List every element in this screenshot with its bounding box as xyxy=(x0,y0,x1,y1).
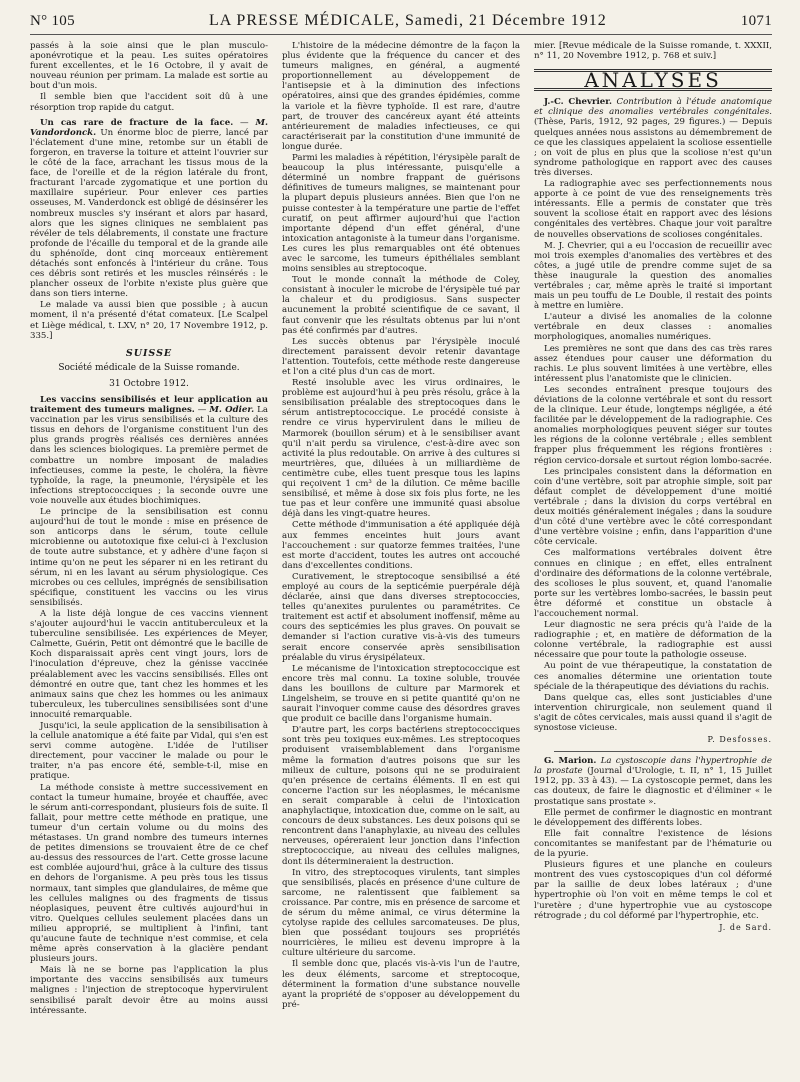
analysis-2-intro xyxy=(534,756,772,806)
column-2 xyxy=(282,41,520,1017)
paragraph: Resté insoluble avec les virus ordinaires, le problème est aujourd'hui à peu près résolu, grâce à la sensibilisation préalable des streptocoques dans le sérum antistreptococcique. Le procédé consiste à rendre ce virus hypervirulent dans le milieu de Marmorek (bouillon sérum) et à le sensibiliser avant qu'il n'ait perdu sa virulence, c'est-à-dire avec son activité la plus redoutable. On arrive à des cultures si meurtrières, que, diluées à un milliardième de centimètre cube, elles tuent presque tous les lapins qui reçoivent 1 cm³ de la dilution. Ce même bacille sensibilisé, et même à dose six fois plus forte, ne les tue pas et leur confère une immunité quasi absolue déjà dans les vingt-quatre heures. xyxy=(282,378,520,520)
paragraph: Les principales consistent dans la déformation en coin d'une vertèbre, soit par atrophie simple, soit par défaut complet de développement d'une moitié vertébrale ; dans la division du corps vertébral en deux moitiés généralement inégales ; dans la soudure d'un côté d'une vertèbre avec le côté correspondant d'une vertèbre voisine ; enfin, dans l'apparition d'une côte cervicale. xyxy=(534,466,772,548)
society-name: Société médicale de la Suisse romande. xyxy=(58,362,240,373)
page-header xyxy=(30,12,772,35)
paragraph: La méthode consiste à mettre successivement en contact la tumeur humaine, broyée et chauffée, avec le sérum anti-correspondant, plusieurs fois de suite. Il fallait, pour mettre cette méthode en pratique, une tumeur d'un certain volume ou du moins des métastases. Un grand nombre des tumeurs internes de petites dimensions se trouvaient être de ce chef au-dessus des ressources de l'art. Cette grosse lacune est comblée aujourd'hui, grâce à la culture des tissus en dehors de l'organisme. A peu près tous les tissus normaux, tant simples que glandulaires, de même que les cellules malignes ou des fragments de tissus néoplasiques, peuvent être cultivés aujourd'hui in vitro. Quelques cellules seulement placées dans un milieu approprié, se multiplient à l'infini, tant qu'aucune faute de technique n'est commise, et cela même après conservation à la glacière pendant plusieurs jours. xyxy=(30,782,268,965)
analysis-1-title: Contribution à l'étude anatomique et clinique des anomalies vertébrales congénitales. xyxy=(534,97,773,118)
paragraph: Dans quelque cas, elles sont justiciables d'une intervention chirurgicale, non seulement quand il s'agit de côtes cervicales, mais aussi quand il s'agit de synostose vicieuse. xyxy=(534,692,772,733)
paragraph: Mais là ne se borne pas l'application la plus importante des vaccins sensibilisés aux tumeurs malignes : l'injection de streptocoque hypervirulent sensibilisé paraît devoir être au moins aussi intéressante. xyxy=(30,965,268,1016)
case-paragraph: Un cas rare de fracture de la face. — M. Vandordonck. Un énorme bloc de pierre, lancé par l'éclatement d'une mine, retombe sur un établi de forgeron, en traverse la toiture et atteint l'ouvrier sur le côté de la face, arrachant les tissus mous de la face, de l'oreille et de la région latérale du front, fracturant l'arcade zygomatique et une portion du maxillaire supérieur. Pour enlever ces parties osseuses, M. Vanderdonck est obligé de désinsérer les nombreux muscles s'y insérant et alors par hasard, alors que les signes cliniques ne semblaient pas révéler de tels délabrements, il constate une fracture profonde de l'écaille du temporal et de la grande aile du sphénoïde, dont cinq morceaux entièrement détachés sont enfoncés à l'intérieur du crâne. Tous ces débris sont retirés et les muscles réinsérés : le plancher osseux de l'orbite n'existe plus guère que dans son tiers interne. xyxy=(30,117,268,300)
paragraph: Curativement, le streptocoque sensibilisé a été employé au cours de la septicémie puerpérale déjà déclarée, ainsi que dans diverses streptococcies, telles qu'anexites purulentes ou paramétrites. Ce traitement est actif et absolument inoffensif, même au cours des septicémies les plus graves. On pouvait se demander si l'action curative vis-à-vis des tumeurs serait encore conservée après sensibilisation préalable du virus érysipélateux. xyxy=(282,571,520,663)
analysis-1-ref: (Thèse, Paris, 1912, 92 pages, 29 figures.) — Depuis quelques années nous assistons au démembrement de ce que les classiques appelaient la scoliose essentielle ; on voit de plus en plus que la scoliose n'est qu'un syndrome pathologique en rapport avec des causes très diverses. xyxy=(534,117,772,178)
paragraph: Tout le monde connaît la méthode de Coley, consistant à inoculer le microbe de l'érysipèle tué par la chaleur et du prodigiosus. Sans suspecter aucunement la probité scientifique de ce savant, il faut convenir que les résultats obtenus par lui n'ont pas été confirmés par d'autres. xyxy=(282,275,520,336)
paragraph: Elle fait connaître l'existence de lésions concomitantes se manifestant par de l'hématurie ou de la pyurie. xyxy=(534,828,772,860)
paragraph: Plusieurs figures et une planche en couleurs montrent des vues cystoscopiques d'un col déformé par la saillie de deux lobes latéraux ; d'une hypertrophie où l'on voit en même temps le col et l'uretère ; d'une hypertrophie vue au cystoscope rétrograde ; du col déformé par l'hypertrophie, etc. xyxy=(534,860,772,921)
page-number: 1071 xyxy=(740,13,772,29)
section-country: SUISSE xyxy=(125,347,173,359)
paragraph: Elle permet de confirmer le diagnostic en montrant le développement des différents lobes. xyxy=(534,807,772,828)
vacc-author: M. Odier. xyxy=(209,405,255,416)
paragraph: Ces malformations vertébrales doivent être connues en clinique ; en effet, elles entraînent d'ordinaire des déformations de la colonne vertébrale, des scolioses le plus souvent, et, quand l'anomalie porte sur les vertèbres lombo-sacrées, le bassin peut être déformé et constitue un obstacle à l'accouchement normal. xyxy=(534,548,772,619)
vacc-text: La vaccination par les virus sensibilisés et la culture des tissus en dehors de l'organisme constituent l'un des plus grands progrès réalisés ces dernières années dans les sciences biologiques. La première permet de combattre un nombre imposant de maladies infectieuses, comme la peste, le choléra, la fièvre typhoïde, la rage, la pneumonie, l'érysipèle et les infections streptococciques ; la seconde ouvre une voie nouvelle aux études biochimiques. xyxy=(30,405,268,506)
journal-title: LA PRESSE MÉDICALE, Samedi, 21 Décembre 1912 xyxy=(208,12,607,29)
paragraph: Le principe de la sensibilisation est connu aujourd'hui de tout le monde : mise en présence de son anticorps dans le sérum, toute cellule microbienne ou autotoxique fixe celui-ci à l'exclusion de toute autre substance, et y adhère d'une façon si intime qu'on ne peut les séparer ni en les retirant du sérum, ni en les lavant au sérum physiologique. Ces microbes ou ces cellules, imprégnés de sensibilisation spécifique, constituent les vaccins ou les virus sensibilisés. xyxy=(30,507,268,608)
paragraph: Les secondes entraînent presque toujours des déviations de la colonne vertébrale et sont du ressort de la clinique. Leur étude, longtemps négligée, a été facilitée par le développement de la radiographie. Ces anomalies morphologiques peuvent siéger sur toutes les régions de la colonne vertébrale ; elles semblent frapper plus fréquemment les régions frontières : région cervico-dorsale et surtout région lombo-sacrée. xyxy=(534,384,772,466)
paragraph: In vitro, des streptocoques virulents, tant simples que sensibilisés, placés en présence d'une culture de sarcome, ne ralentissent que faiblement sa croissance. Par contre, mis en présence de sarcome et de sérum du même animal, ce virus détermine la cytolyse rapide des cellules sarcomateuses. De plus, bien que possédant toujours ses propriétés nourricières, le milieu est devenu impropre à la culture ultérieure du sarcome. xyxy=(282,867,520,959)
case-title: Un cas rare de fracture de la face. xyxy=(40,117,234,128)
paragraph: Jusqu'ici, la seule application de la sensibilisation à la cellule anatomique a été faite par Vidal, qui s'en est servi comme autogène. L'idée de l'utiliser directement, pour vacciner le malade ou pour le traiter, n'a pas encore été, semble-t-il, mise en pratique. xyxy=(30,721,268,782)
analysis-1-signature: P. Desfosses. xyxy=(707,735,772,745)
paragraph: D'autre part, les corps bactériens streptococciques sont très peu toxiques eux-mêmes. Les streptocoques produisent vraisemblablement dans l'organisme même la formation d'autres poisons que sur les milieux de culture, poisons qui ne se produiraient qu'en présence de certains éléments. Il en est qui concerne l'action sur les néoplasmes, le mécanisme en serait comparable à celui de l'intoxication anaphylactique, intoxication due, comme on le sait, au concours de deux substances. Les deux poisons qui se rencontrent dans l'anaphylaxie, au niveau des cellules nerveuses, opéreraient leur jonction dans l'infection streptococcique, au niveau des cellules malignes, dont ils détermineraient la destruction. xyxy=(282,725,520,867)
paragraph: Le malade va aussi bien que possible ; à aucun moment, il n'a présenté d'état comateux. [Le Scalpel et Liège médical, t. LXV, n° 20, 17 Novembre 1912, p. 335.] xyxy=(30,300,268,341)
paragraph: Le mécanisme de l'intoxication streptococcique est encore très mal connu. La toxine soluble, trouvée dans les bouillons de culture par Marmorek et Lingelsheim, se trouve en si petite quantité qu'on ne saurait l'invoquer comme cause des désordres graves que produit ce bacille dans l'organisme humain. xyxy=(282,663,520,725)
issue-number: N° 105 xyxy=(30,13,75,29)
analysis-2-ref: (Journal d'Urologie, t. II, n° 1, 15 Juillet 1912, pp. 33 à 43). — La cystoscopie permet, dans les cas douteux, de faire le diagnostic et d'éliminer « le prostatique sans prostate ». xyxy=(534,766,772,807)
paragraph: Les premières ne sont que dans des cas très rares assez étendues pour causer une déformation du rachis. Le plus souvent limitées à une vertèbre, elles intéressent plus l'anatomiste que le clinicien. xyxy=(534,343,772,384)
analysis-1-author: J.-C. Chevrier. xyxy=(544,97,612,108)
paragraph: Il semble donc que, placés vis-à-vis l'un de l'autre, les deux éléments, sarcome et streptocoque, déterminent la formation d'une substance nouvelle ayant la propriété de s'opposer au développement du pré- xyxy=(282,959,520,1010)
vacc-paragraph: Les vaccins sensibilisés et leur application au traitement des tumeurs malignes. — M. Odier. La vaccination par les virus sensibilisés et la culture des tissus en dehors de l'organisme constituent l'un des plus grands progrès réalisés ces dernières années dans les sciences biologiques. La première permet de combattre un nombre imposant de maladies infectieuses, comme la peste, le choléra, la fièvre typhoïde, la rage, la pneumonie, l'érysipèle et les infections streptococciques ; la seconde ouvre une voie nouvelle aux études biochimiques. xyxy=(30,395,268,506)
case-text: Un énorme bloc de pierre, lancé par l'éclatement d'une mine, retombe sur un établi de forgeron, en traverse la toiture et atteint l'ouvrier sur le côté de la face, arrachant les tissus mous de la face, de l'oreille et de la région latérale du front, fracturant l'arcade zygomatique et une portion du maxillaire supérieur. Pour enlever ces parties osseuses, M. Vanderdonck est obligé de désinsérer les nombreux muscles s'y insérant et alors par hasard, alors que les signes cliniques ne semblaient pas révéler de tels délabrements, il constate une fracture profonde de l'écaille du temporal et de la grande aile du sphénoïde, dont cinq morceaux entièrement détachés sont enfoncés à l'intérieur du crâne. Tous ces débris sont retirés et les muscles réinsérés : le plancher osseux de l'orbite n'existe plus guère que dans son tiers interne. xyxy=(30,127,268,300)
paragraph: mier. [Revue médicale de la Suisse romande, t. XXXII, n° 11, 20 Novembre 1912, p. 768 et suiv.] xyxy=(534,41,772,62)
columns xyxy=(30,41,772,1017)
analysis-2-author: G. Marion. xyxy=(544,756,597,767)
paragraph: L'auteur a divisé les anomalies de la colonne vertébrale en deux classes : anomalies morphologiques, anomalies numériques. xyxy=(534,312,772,343)
paragraph: Les succès obtenus par l'érysipèle inoculé directement paraissent devoir retenir davantage l'attention. Toutefois, cette méthode reste dangereuse et l'on a cité plus d'un cas de mort. xyxy=(282,336,520,377)
paragraph: M. J. Chevrier, qui a eu l'occasion de recueillir avec moi trois exemples d'anomalies des vertèbres et des côtes, a jugé utile de prendre comme sujet de sa thèse inaugurale la question des anomalies vertébrales ; car, même après le traité si important mais un peu touffu de Le Double, il restait des points à mettre en lumière. xyxy=(534,240,772,312)
meeting-date: 31 Octobre 1912. xyxy=(109,378,189,389)
case-author: M. Vandordonck. xyxy=(30,117,268,138)
column-1 xyxy=(30,41,268,1017)
paragraph: Leur diagnostic ne sera précis qu'à l'aide de la radiographie ; et, en matière de déformation de la colonne vertébrale, la radiographie est aussi nécessaire que pour toute la pathologie osseuse. xyxy=(534,620,772,661)
analyses-heading: ANALYSES xyxy=(534,69,772,91)
paragraph: Cette méthode d'immunisation a été appliquée déjà aux femmes enceintes huit jours avant l'accouchement : sur quatorze femmes traitées, l'une est morte d'accident, toutes les autres ont accouché dans d'excellentes conditions. xyxy=(282,520,520,571)
analysis-2-title: La cystoscopie dans l'hypertrophie de la prostate xyxy=(534,756,772,777)
analysis-2-signature: J. de Sard. xyxy=(719,922,772,932)
paragraph: L'histoire de la médecine démontre de la façon la plus évidente que la fréquence du cancer et des tumeurs malignes, en général, a augmenté proportionnellement au développement de l'antisepsie et à la diminution des infections opératoires, ainsi que des grandes épidémies, comme la variole et la fièvre typhoïde. Il est rare, d'autre part, de trouver des cancéreux ayant été atteints antérieurement de maladies infectieuses, ce qui caractériserait par la constitution d'une immunité de longue durée. xyxy=(282,41,520,152)
vacc-title: Les vaccins sensibilisés et leur application au traitement des tumeurs malignes. xyxy=(30,395,268,416)
paragraph: Parmi les maladies à répétition, l'érysipèle paraît de beaucoup la plus intéressante, puisqu'elle a déterminé un nombre frappant de guérisons définitives de tumeurs malignes, se maintenant pour la plupart depuis plusieurs années. Bien que l'on ne puisse contester à la température une partie de l'effet curatif, on peut affirmer aujourd'hui que l'action importante dépend d'un effet général, d'une intoxication antagoniste à la tumeur dans l'organisme. Les cures les plus remarquables ont été obtenues avec le sarcome, les tumeurs épithéliales semblant moins sensibles au streptocoque. xyxy=(282,153,520,275)
paragraph: A la liste déjà longue de ces vaccins viennent s'ajouter aujourd'hui le vaccin antituberculeux et la tuberculine sensibilisée. Les expériences de Meyer, Calmette, Guérin, Petit ont démontré que le bacille de Koch disparaissait après cent vingt jours, lors de l'inoculation d'épreuve, chez la génisse vaccinée préalablement avec les vaccins sensibilisés. Elles ont démontré en outre que, tant chez les hommes et les animaux sains que chez les hommes ou les animaux tuberculeux, les tuberculines sensibilisées sont d'une innocuité remarquable. xyxy=(30,608,268,720)
column-3 xyxy=(534,41,772,1017)
paragraph: passés à la soie ainsi que le plan musculo-aponévrotique et la peau. Les suites opératoires furent excellentes, et le 16 Octobre, il y avait de nouveau réunion per primam. La malade est sortie au bout d'un mois. xyxy=(30,41,268,92)
paragraph: La radiographie avec ses perfectionnements nous apporte à ce point de vue des renseignements très intéressants. Elle a permis de constater que très souvent la scoliose était en rapport avec des lésions congénitales des vertèbres. Chaque jour voit paraître de nouvelles observations de scolioses congénitales. xyxy=(534,179,772,240)
paragraph: Il semble bien que l'accident soit dû à une résorption trop rapide du catgut. xyxy=(30,92,268,113)
analysis-1-intro xyxy=(534,97,772,178)
paragraph: Au point de vue thérapeutique, la constatation de ces anomalies détermine une orientation toute spéciale de la thérapeutique des déviations du rachis. xyxy=(534,661,772,692)
divider xyxy=(554,751,752,752)
